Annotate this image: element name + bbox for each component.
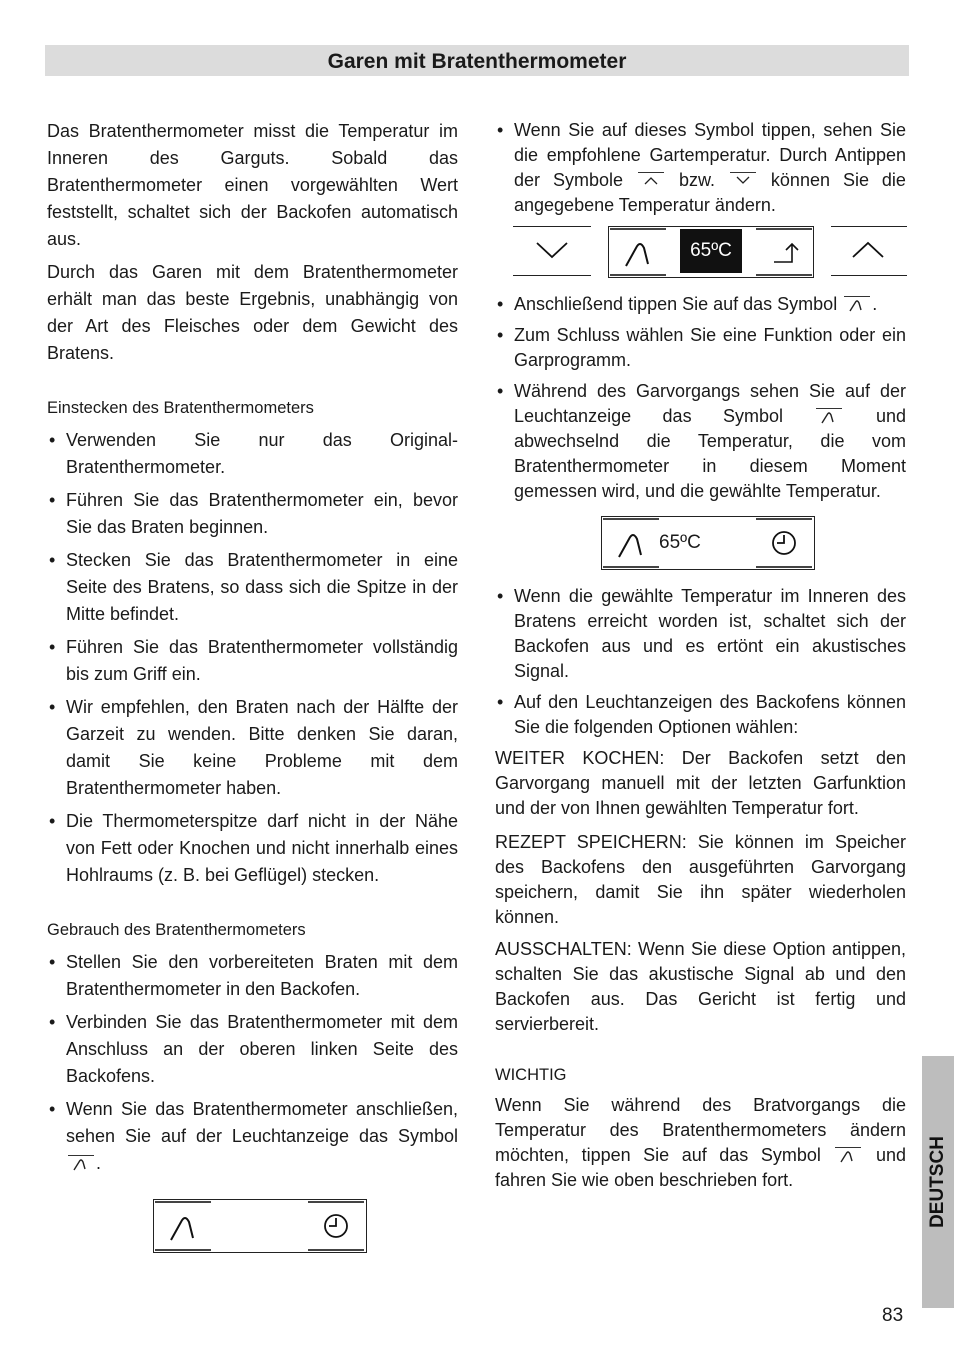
section-heading: Einstecken des Bratenthermometers: [47, 399, 314, 417]
list-item: • Verbinden Sie das Bratenthermometer mit dem Anschluss an der oberen linken Seite des Backofens.: [47, 1009, 458, 1090]
usage-steps-list: [495, 118, 906, 218]
list-item: • Während des Garvorgangs sehen Sie auf der Leuchtanzeige das Symbol und abwechselnd die Temperatur, die vom Bratenthermometer in diesem Moment gemessen wird, und die gewählte Temperatur.: [495, 379, 906, 504]
chevron-down-icon: [535, 239, 569, 261]
meat-probe-icon: [844, 296, 870, 313]
list-item: • Wenn die gewählte Temperatur im Inneren des Bratens erreicht worden ist, schaltet sich der Backofen aus und es ertönt ein akustisches Signal.: [495, 584, 906, 684]
chevron-up-icon: [638, 172, 664, 189]
list-item: • Wir empfehlen, den Braten nach der Hälfte der Garzeit zu wenden. Bitte denken Sie daran, damit Sie keine Probleme mit dem Bratenthermometer haben.: [47, 694, 458, 802]
chevron-down-icon: [730, 172, 756, 189]
language-label: DEUTSCH: [927, 1136, 948, 1228]
list-item: • Führen Sie das Bratenthermometer ein, bevor Sie das Braten beginnen.: [47, 487, 458, 541]
usage-steps-list: [495, 584, 906, 740]
decrease-button[interactable]: [513, 226, 591, 276]
list-item: • Anschließend tippen Sie auf das Symbol .: [495, 292, 906, 317]
language-tab: [922, 1056, 954, 1308]
intro-paragraph: Das Bratenthermometer misst die Temperatur im Inneren des Garguts. Sobald das Bratenthermometer einen vorgewählten Wert feststellt, schaltet sich der Backofen automatisch aus.: [47, 121, 458, 249]
meat-probe-icon: [816, 408, 842, 425]
list-item: • Die Thermometerspitze darf nicht in der Nähe von Fett oder Knochen und nicht innerhalb eines Hohlraums (z. B. bei Geflügel) stecken.: [47, 808, 458, 889]
probe-button[interactable]: [603, 518, 659, 568]
probe-button[interactable]: [155, 1201, 211, 1251]
list-item: • Stecken Sie das Bratenthermometer in eine Seite des Bratens, so dass sich die Spitze in der Mitte befindet.: [47, 547, 458, 628]
meat-probe-icon: [68, 1155, 94, 1172]
section-heading: Gebrauch des Bratenthermometers: [47, 921, 306, 939]
temperature-panel: [608, 226, 814, 278]
right-column: [495, 118, 906, 1199]
list-item: • Wenn Sie auf dieses Symbol tippen, sehen Sie die empfohlene Gartemperatur. Durch Antippen der Symbole bzw. können Sie die angegebene Temperatur ändern.: [495, 118, 906, 218]
title-bar: [45, 45, 909, 76]
list-item: • Auf den Leuchtanzeigen des Backofens können Sie die folgenden Optionen wählen:: [495, 690, 906, 740]
intro-paragraph: Durch das Garen mit dem Bratenthermometer erhält man das beste Ergebnis, unabhängig von der Art des Fleisches oder dem Gewicht des Bratens.: [47, 262, 458, 363]
list-item: • Führen Sie das Bratenthermometer vollständig bis zum Griff ein.: [47, 634, 458, 688]
usage-steps-list: [495, 292, 906, 504]
list-item: • Verwenden Sie nur das Original-Bratenthermometer.: [47, 427, 458, 481]
list-item: • Zum Schluss wählen Sie eine Funktion oder ein Garprogramm.: [495, 323, 906, 373]
page-title: Garen mit Bratenthermometer: [327, 50, 627, 73]
meat-probe-icon: [615, 529, 649, 559]
display-probe-temperature: [601, 516, 815, 570]
display-panel-probe-connected: [153, 1199, 367, 1253]
increase-button[interactable]: [831, 226, 907, 276]
timer-button[interactable]: [756, 518, 812, 568]
confirm-button[interactable]: [756, 228, 812, 276]
list-item: • Wenn Sie das Bratenthermometer anschließen, sehen Sie auf der Leuchtanzeige das Symbol .: [47, 1096, 458, 1177]
clock-icon: [771, 530, 797, 556]
usage-instructions-list: [47, 949, 458, 1177]
option-continue-cooking: WEITER KOCHEN: Der Backofen setzt den Garvorgang manuell mit der letzten Garfunktion und der von Ihnen gewählten Temperatur fort.: [495, 748, 906, 818]
probe-button[interactable]: [610, 228, 666, 276]
left-column: [47, 118, 458, 1253]
meat-probe-icon: [167, 1212, 201, 1242]
chevron-up-icon: [851, 239, 885, 261]
page-number: 83: [882, 1305, 904, 1326]
temperature-readout: 65ºC: [659, 532, 701, 553]
important-note: Wenn Sie während des Bratvorgangs die Temperatur des Bratenthermometers ändern möchten, tippen Sie auf das Symbol und fahren Sie wie oben beschrieben fort.: [495, 1095, 906, 1190]
list-item: • Stellen Sie den vorbereiteten Braten mit dem Bratenthermometer in den Backofen.: [47, 949, 458, 1003]
option-save-recipe: REZEPT SPEICHERN: Sie können im Speicher des Backofens den ausgeführten Garvorgang speichern, damit Sie ihn später wiederholen können.: [495, 832, 906, 927]
confirm-arrow-icon: [770, 238, 800, 268]
clock-icon: [323, 1213, 349, 1239]
timer-button[interactable]: [308, 1201, 364, 1251]
option-switch-off: AUSSCHALTEN: Wenn Sie diese Option antippen, schalten Sie das akustische Signal ab und den Backofen aus. Das Gericht ist fertig und servierbereit.: [495, 939, 906, 1034]
temperature-readout[interactable]: 65ºC: [680, 229, 742, 273]
display-temperature-setting: [495, 226, 906, 282]
list-item-text: Wenn Sie das Bratenthermometer anschließen, sehen Sie auf der Leuchtanzeige das Symbol: [66, 1099, 458, 1146]
insert-instructions-list: [47, 427, 458, 889]
meat-probe-icon: [835, 1147, 861, 1164]
meat-probe-icon: [622, 238, 656, 268]
important-heading: WICHTIG: [495, 1066, 567, 1084]
